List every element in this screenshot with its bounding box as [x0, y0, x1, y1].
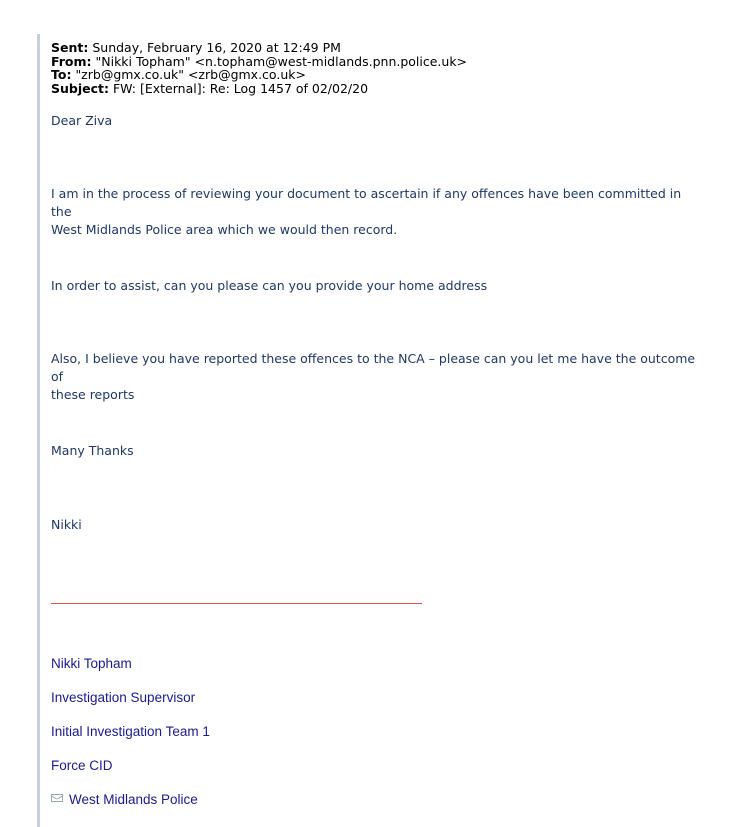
paragraph-review-line-1: I am in the process of reviewing your document to ascertain if any offences have been committed in the [51, 186, 682, 219]
signature-name: Nikki Topham [51, 656, 132, 671]
to-label: To: [51, 67, 72, 82]
signature-divider [51, 603, 422, 604]
paragraph-address: In order to assist, can you please can you provide your home address [51, 278, 488, 293]
sent-row [51, 41, 467, 55]
sender-short-name: Nikki [51, 517, 82, 532]
from-value: "Nikki Topham" <n.topham@west-midlands.pnn.police.uk> [95, 53, 468, 69]
sent-label: Sent: [51, 40, 89, 55]
signature-org-label: West Midlands Police [69, 792, 198, 807]
signature-title: Investigation Supervisor [51, 690, 196, 705]
paragraph-nca [51, 350, 701, 404]
sent-value: Sunday, February 16, 2020 at 12:49 PM [92, 40, 341, 55]
subject-value: FW: [External]: Re: Log 1457 of 02/02/20 [112, 80, 369, 96]
signature-team: Initial Investigation Team 1 [51, 724, 210, 739]
quote-bar [37, 34, 40, 827]
from-row [51, 55, 467, 69]
paragraph-nca-line-1: Also, I believe you have reported these offences to the NCA – please can you let me have the outcome of [51, 351, 696, 384]
paragraph-nca-line-2: these reports [51, 387, 135, 402]
email-header [51, 41, 467, 95]
to-row [51, 68, 467, 82]
from-label: From: [51, 53, 92, 69]
paragraph-review-line-2: West Midlands Police area which we would then record. [51, 222, 398, 237]
paragraph-review [51, 185, 701, 239]
subject-label: Subject: [51, 80, 109, 96]
to-value: "zrb@gmx.co.uk" <zrb@gmx.co.uk> [75, 67, 306, 82]
subject-row [51, 82, 467, 96]
signature-org [51, 792, 198, 808]
signature-unit: Force CID [51, 758, 113, 773]
envelope-icon [51, 794, 63, 802]
greeting: Dear Ziva [51, 113, 113, 128]
closing: Many Thanks [51, 443, 134, 458]
